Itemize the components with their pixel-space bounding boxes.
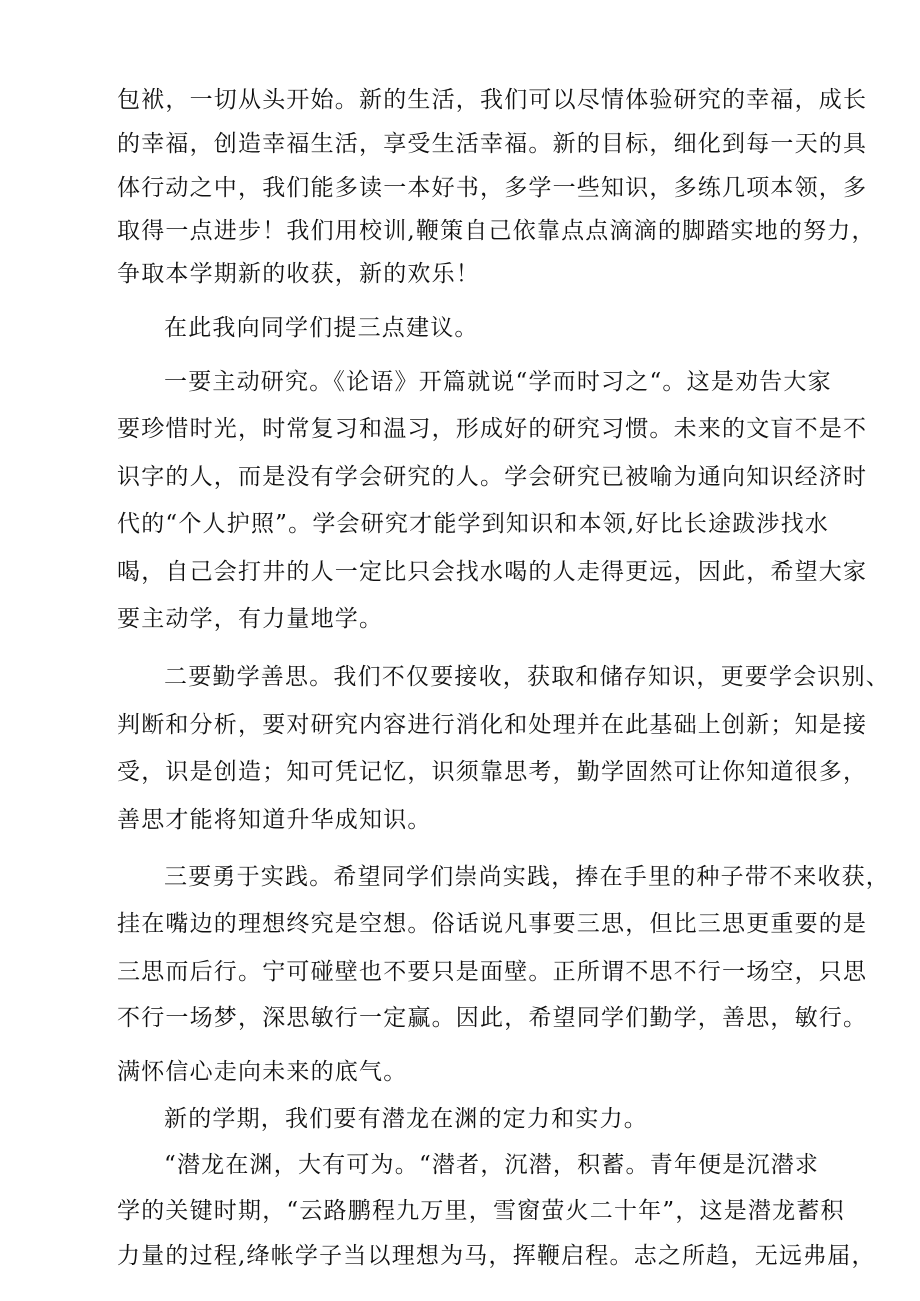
text-line: 喝，自己会打井的人一定比只会找水喝的人走得更远，因此，希望大家 xyxy=(117,559,868,585)
text-line: 学的关键时期，“云路鹏程九万里，雪窗萤火二十年”，这是潜龙蓄积 xyxy=(117,1198,845,1224)
text-line: 判断和分析，要对研究内容进行消化和处理并在此基础上创新；知是接 xyxy=(117,712,868,738)
text-line: 的幸福，创造幸福生活，享受生活幸福。新的目标，细化到每一天的具 xyxy=(117,131,868,157)
text-line: 争取本学期新的收获，新的欢乐！ xyxy=(117,261,480,287)
text-line: 要主动学，有力量地学。 xyxy=(117,606,384,632)
text-line: 受，识是创造；知可凭记忆，识须靠思考，勤学固然可让你知道很多， xyxy=(117,759,868,785)
text-line: 力量的过程,绛帐学子当以理想为马，挥鞭启程。志之所趋，无远弗届， xyxy=(117,1243,876,1269)
text-line: 善思才能将知道升华成知识。 xyxy=(117,807,432,833)
text-line: 二要勤学善思。我们不仅要接收，获取和储存知识，更要学会识别、 xyxy=(164,664,890,690)
text-line: 一要主动研究。《论语》开篇就说“学而时习之“。这是劝告大家 xyxy=(164,369,832,395)
text-line: 要珍惜时光，时常复习和温习，形成好的研究习惯。未来的文盲不是不 xyxy=(117,416,868,442)
text-line: 不行一场梦，深思敏行一定赢。因此，希望同学们勤学，善思，敏行。 xyxy=(117,1005,868,1031)
text-line: 挂在嘴边的理想终究是空想。俗话说凡事要三思，但比三思更重要的是 xyxy=(117,911,868,937)
text-line: 新的学期，我们要有潜龙在渊的定力和实力。 xyxy=(164,1106,648,1132)
text-line: 体行动之中，我们能多读一本好书，多学一些知识，多练几项本领，多 xyxy=(117,175,868,201)
text-line: 在此我向同学们提三点建议。 xyxy=(164,315,479,341)
text-line: “潜龙在渊，大有可为。“潜者，沉潜，积蓄。青年便是沉潜求 xyxy=(164,1152,820,1178)
text-line: 识字的人，而是没有学会研究的人。学会研究已被喻为通向知识经济时 xyxy=(117,464,868,490)
text-line: 代的“个人护照”。学会研究才能学到知识和本领,好比长途跋涉找水 xyxy=(117,511,830,537)
text-line: 满怀信心走向未来的底气。 xyxy=(117,1059,408,1085)
text-line: 三思而后行。宁可碰壁也不要只是面壁。正所谓不思不行一场空，只思 xyxy=(117,959,868,985)
text-line: 包袱，一切从头开始。新的生活，我们可以尽情体验研究的幸福，成长 xyxy=(117,87,868,113)
text-line: 取得一点进步！我们用校训,鞭策自己依靠点点滴滴的脚踏实地的努力， xyxy=(117,218,876,244)
text-line: 三要勇于实践。希望同学们崇尚实践，捧在手里的种子带不来收获， xyxy=(164,864,890,890)
